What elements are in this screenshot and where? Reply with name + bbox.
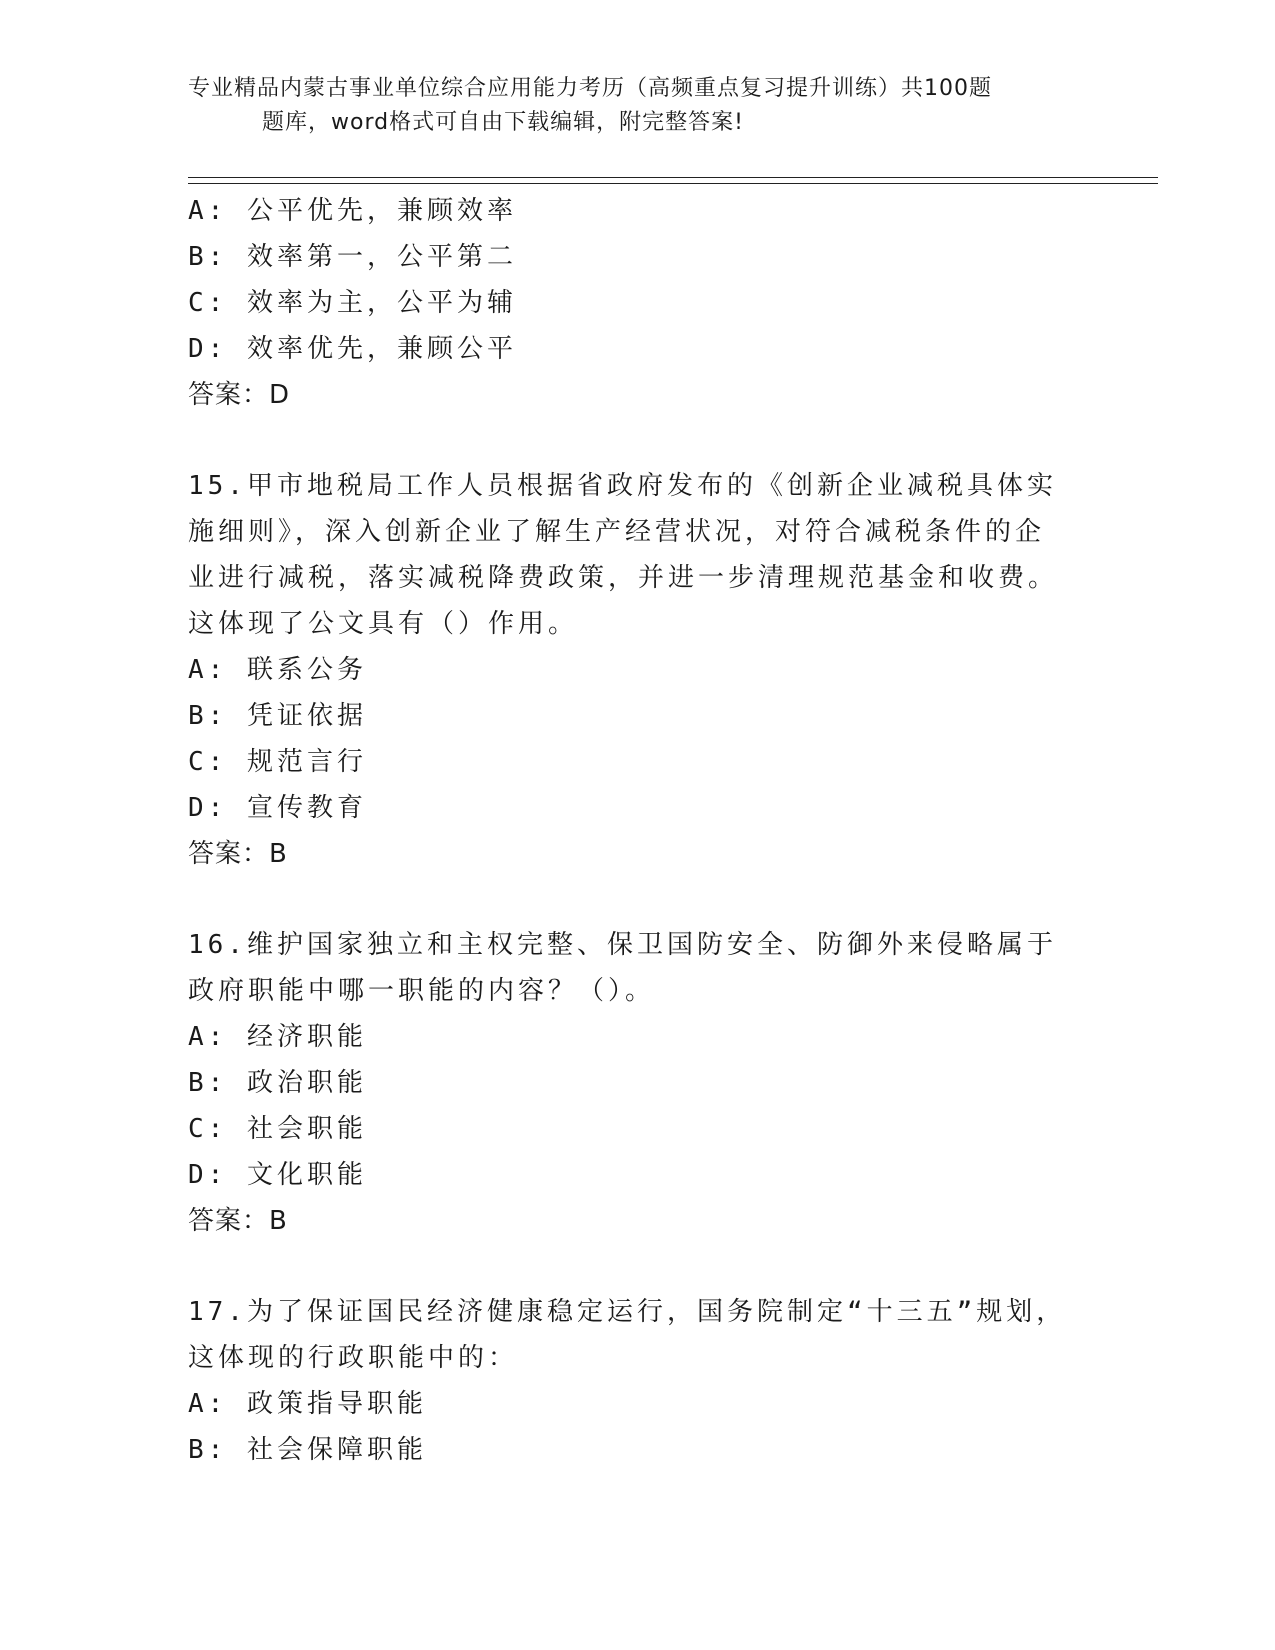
option-b: B: 社会保障职能 <box>188 1435 427 1465</box>
option-a: A: 联系公务 <box>188 655 367 685</box>
question-stem: 17.为了保证国民经济健康稳定运行，国务院制定“十三五”规划，这体现的行政职能中的： <box>188 1297 1067 1373</box>
question-16 <box>188 922 1068 1244</box>
answer-line: 答案：B <box>188 1206 288 1236</box>
question-17 <box>188 1289 1068 1473</box>
document-header <box>188 72 1068 140</box>
option-d: D: 文化职能 <box>188 1160 367 1190</box>
option-d: D: 效率优先，兼顾公平 <box>188 334 517 364</box>
option-b: B: 政治职能 <box>188 1068 367 1098</box>
question-15 <box>188 463 1068 877</box>
option-d: D: 宣传教育 <box>188 793 367 823</box>
document-title-line-2: 题库，word格式可自由下载编辑，附完整答案! <box>262 110 744 135</box>
option-b: B: 效率第一，公平第二 <box>188 242 517 272</box>
option-a: A: 公平优先，兼顾效率 <box>188 196 517 226</box>
answer-line: 答案：B <box>188 839 288 869</box>
header-divider-bottom <box>188 183 1158 184</box>
option-c: C: 社会职能 <box>188 1114 367 1144</box>
option-b: B: 凭证依据 <box>188 701 367 731</box>
question-stem: 15.甲市地税局工作人员根据省政府发布的《创新企业减税具体实施细则》，深入创新企业了解生产经营状况，对符合减税条件的企业进行减税，落实减税降费政策，并进一步清理规范基金和收费。这体现了公文具有（）作用。 <box>188 471 1059 639</box>
option-c: C: 效率为主，公平为辅 <box>188 288 517 318</box>
answer-line: 答案：D <box>188 380 291 410</box>
question-14-continued <box>188 188 1068 418</box>
header-divider-top <box>188 177 1158 178</box>
question-list <box>188 188 1068 1473</box>
option-a: A: 经济职能 <box>188 1022 367 1052</box>
question-stem: 16.维护国家独立和主权完整、保卫国防安全、防御外来侵略属于政府职能中哪一职能的内容？（）。 <box>188 930 1057 1006</box>
document-title-line-1: 专业精品内蒙古事业单位综合应用能力考历（高频重点复习提升训练）共100题 <box>188 76 992 101</box>
option-a: A: 政策指导职能 <box>188 1389 427 1419</box>
option-c: C: 规范言行 <box>188 747 367 777</box>
